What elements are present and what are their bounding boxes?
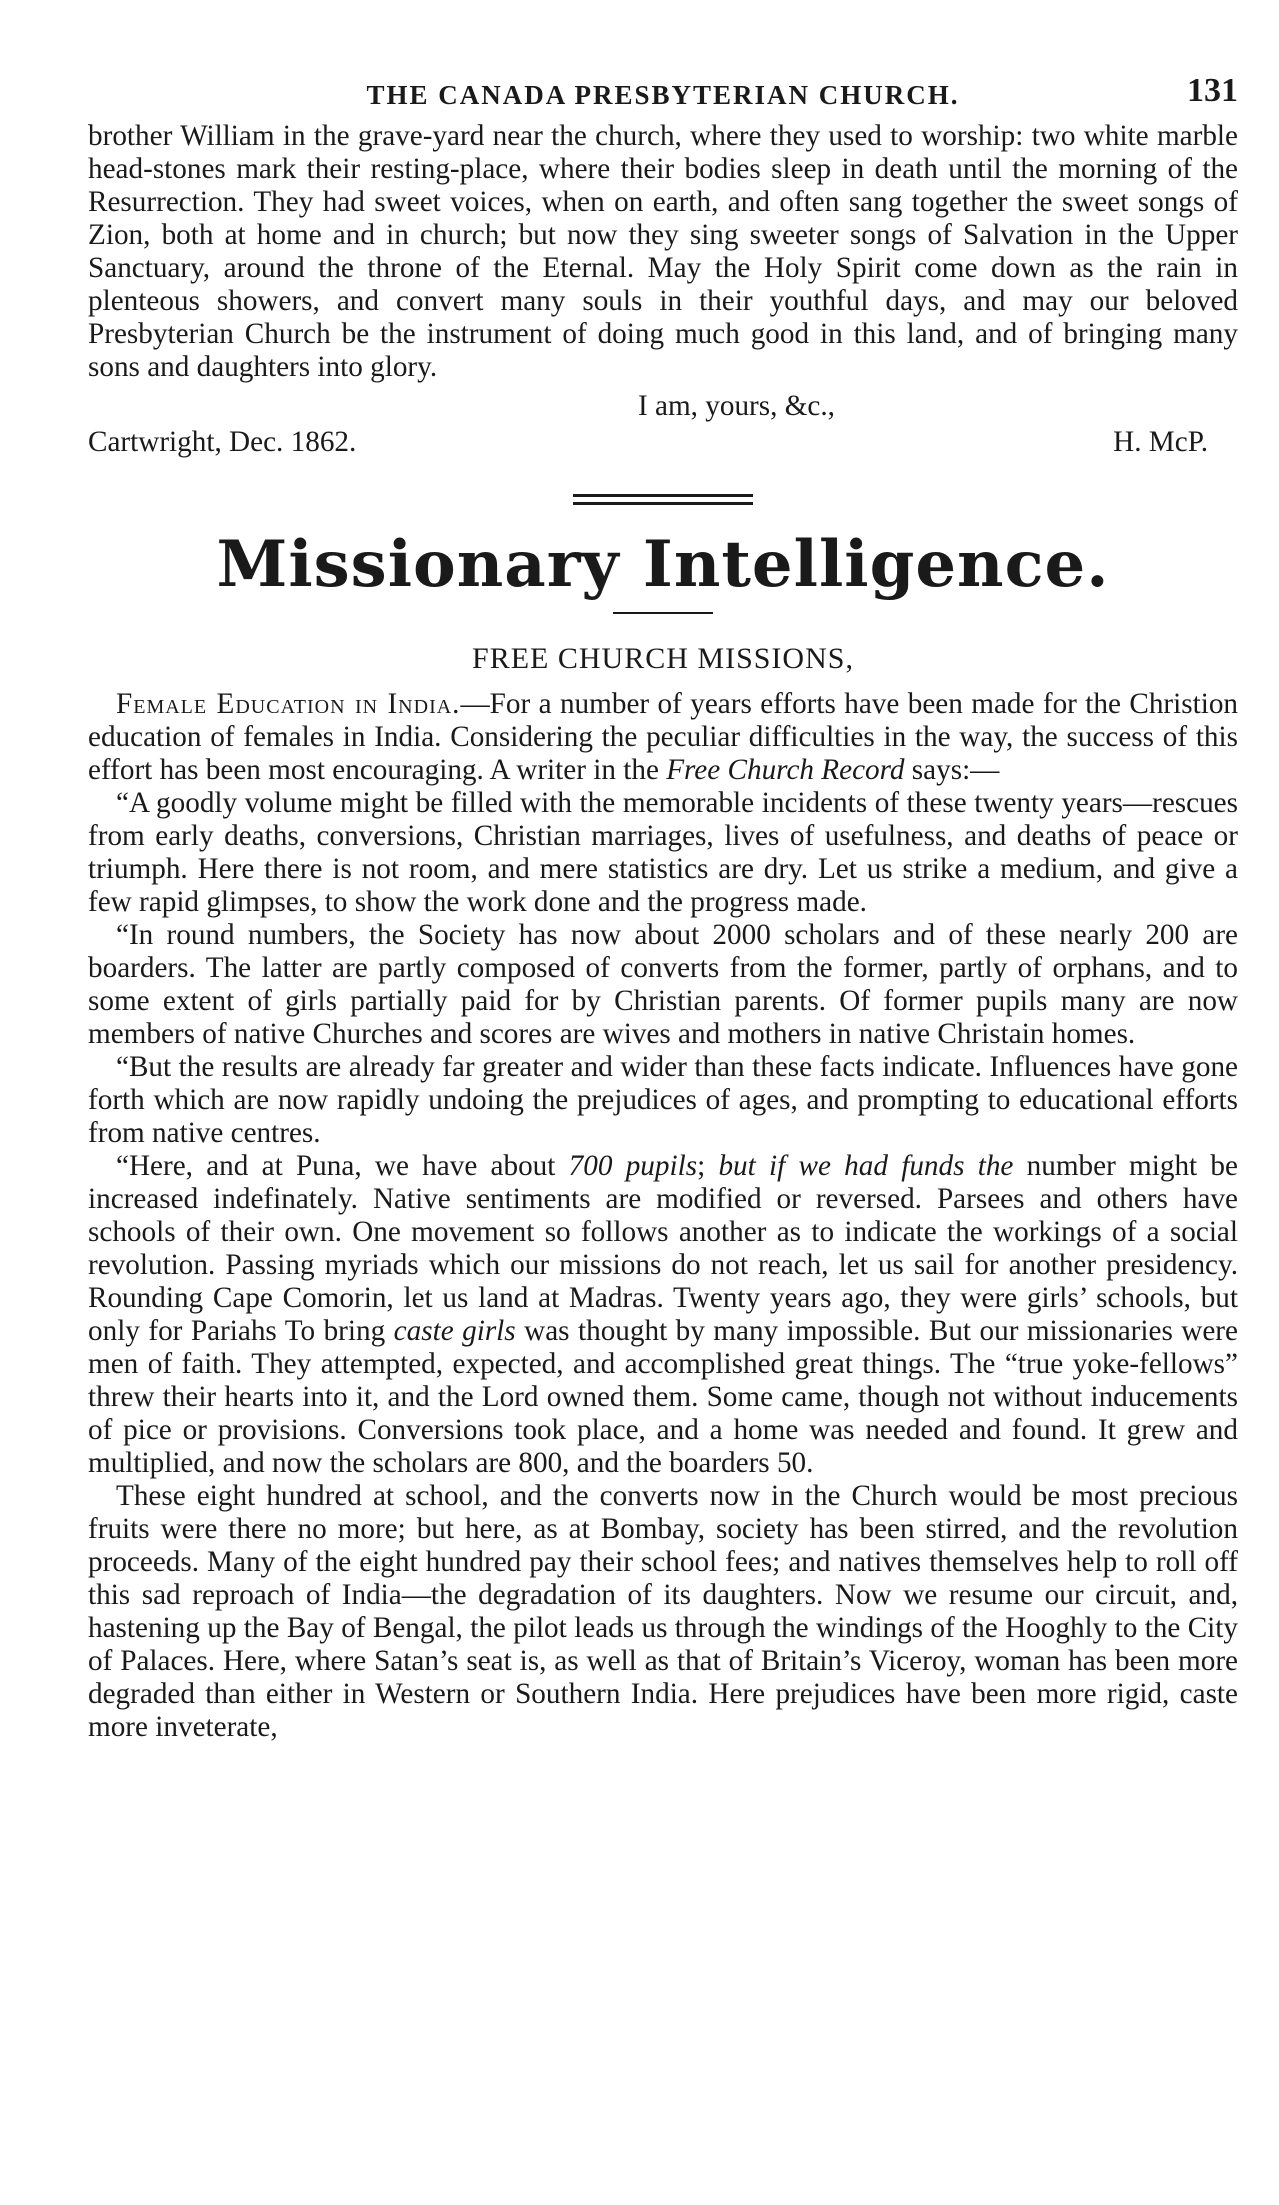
letter-body: brother William in the grave-yard near the church, where they used to worship: two white marble head-stones mark their resting-place, where their bodies sleep in death until the morning of the Resurrection. They had sweet voices, when on earth, and often sang together the sweet songs of Zion, both at home and in church; but now they sing sweeter songs of Salvation in the Upper Sanctuary, around the throne of the Eternal. May the Holy Spirit come down as the rain in plenteous showers, and convert many souls in their youthful days, and may our beloved Presbyterian Church be the instrument of doing much good in this land, and of bringing many sons and daughters into glory.: [88, 120, 1238, 383]
place-date: Cartwright, Dec. 1862.: [88, 426, 357, 458]
section-subtitle: FREE CHURCH MISSIONS,: [472, 642, 854, 675]
lead-text-2: says:—: [904, 754, 1000, 786]
paragraph: “But the results are already far greater and wider than these facts indicate. Influences have gone forth which are now rapidly undoing the prejudices of ages, and prompting to educational efforts from native centres.: [88, 1051, 1238, 1149]
paragraph: [88, 1150, 1238, 1480]
p4-part-a: “Here, and at Puna, we have about: [116, 1150, 569, 1182]
running-title: THE CANADA PRESBYTERIAN CHURCH.: [366, 80, 960, 110]
lead-text-1: —For a number of years efforts have been made for the Christion education of females in India. Considering the peculiar difficulties in the way, the success of this effort has been most encouraging. A writer in the: [88, 688, 1239, 786]
page-header: [88, 70, 1238, 120]
paragraph: “In round numbers, the Society has now about 2000 scholars and of these nearly 200 are boarders. The latter are partly composed of converts from the former, partly of orphans, and to some extent of girls partially paid for by Christian parents. Of former pupils many are now members of native Churches and scores are wives and mothers in native Christain homes.: [88, 919, 1238, 1050]
paragraph: “A goodly volume might be filled with the memorable incidents of these twenty years—rescues from early deaths, conversions, Christian marriages, lives of usefulness, and deaths of peace or triumph. Here there is not room, and mere statistics are dry. Let us strike a medium, and give a few rapid glimpses, to show the work done and the progress made.: [88, 787, 1238, 918]
author-initials: H. McP.: [1113, 426, 1208, 458]
p4-pupils: 700 pupils: [568, 1150, 698, 1182]
lead-paragraph: [88, 688, 1238, 787]
p4-caste-girls: caste girls: [393, 1315, 516, 1347]
lead-source: Free Church Record: [666, 754, 905, 786]
title-underline: [613, 612, 713, 614]
page-number: 131: [1187, 72, 1238, 109]
divider-rule-top: [573, 494, 753, 497]
letter-greeting: I am, yours, &c.,: [638, 390, 835, 422]
p4-part-g: was thought by many impossible. But our missionaries were men of faith. They attempted, expected, and accomplished great things. The “true yoke-fellows” threw their hearts into it, and the Lord owned them. Some came, though not without inducements of pice or provisions. Conversions took place, and a home was needed and found. It grew and multiplied, and now the scholars are 800, and the boarders 50.: [88, 1315, 1238, 1479]
section-title: Missionary Intelligence.: [216, 527, 1110, 602]
letter-closing: [88, 388, 1238, 460]
divider-rule-bottom: [573, 502, 753, 505]
section-divider: [573, 494, 753, 505]
paragraph: These eight hundred at school, and the converts now in the Church would be most precious fruits were there no more; but here, as at Bombay, society has been stirred, and the revolution proceeds. Many of the eight hundred pay their school fees; and natives themselves help to roll off this sad reproach of India—the degradation of its daughters. Now we resume our circuit, and, hastening up the Bay of Bengal, the pilot leads us through the windings of the Hooghly to the City of Palaces. Here, where Satan’s seat is, as well as that of Britain’s Viceroy, woman has been more degraded than either in Western or Southern India. Here prejudices have been more rigid, caste more inveterate,: [88, 1480, 1238, 1743]
signature-line: [88, 424, 1238, 460]
lead-heading: Female Education in India.: [116, 688, 461, 720]
p4-part-c: ;: [697, 1150, 719, 1182]
p4-funds: but if we had funds the: [718, 1150, 1014, 1182]
page: [88, 70, 1238, 1744]
p4-part-e: number might be increased indefinately. Native sentiments are modified or reversed. Parsees and others have schools of their own. One movement so follows another as to indicate the workings of a social revolution. Passing myriads which our missions do not reach, let us sail for another presidency. Rounding Cape Comorin, let us land at Madras. Twenty years ago, they were girls’ schools, but only for Pariahs To bring: [88, 1150, 1238, 1347]
